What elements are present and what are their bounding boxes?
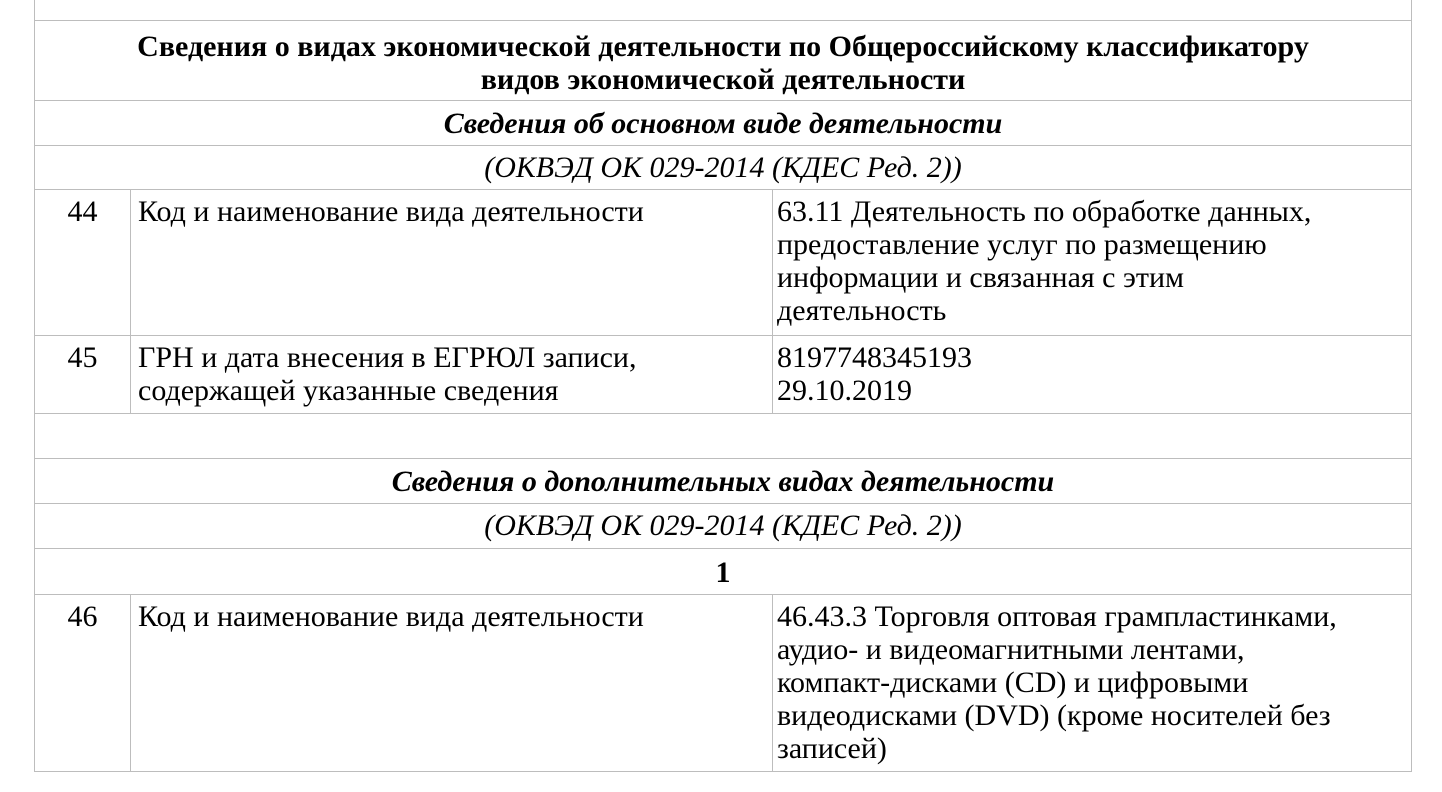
row-number: 45 xyxy=(35,336,131,413)
row-field-value-line: 63.11 Деятельность по обработке данных, xyxy=(777,195,1312,228)
row-field-value xyxy=(773,595,1411,772)
table-row xyxy=(35,336,1411,414)
row-field-value xyxy=(773,336,1411,413)
group-number: 1 xyxy=(715,556,731,589)
row-field-value-line: компакт-дисками (CD) и цифровыми xyxy=(777,666,1249,699)
row-field-value-line: информации и связанная с этим xyxy=(777,261,1185,294)
row-field-name-line: Код и наименование вида деятельности xyxy=(138,195,644,228)
row-field-value-line: аудио- и видеомагнитными лентами, xyxy=(777,633,1245,666)
row-field-value-line: записей) xyxy=(777,732,887,765)
additional-activity-classifier-row xyxy=(35,504,1411,549)
row-field-value-line: 46.43.3 Торговля оптовая грампластинками, xyxy=(777,600,1337,633)
row-number: 44 xyxy=(35,190,131,335)
table-row xyxy=(35,595,1411,772)
row-field-value xyxy=(773,190,1411,335)
main-activity-classifier-row xyxy=(35,146,1411,190)
record-date-value: 29.10.2019 xyxy=(777,374,912,407)
row-field-value-line: деятельность xyxy=(777,294,947,327)
top-empty-row xyxy=(35,0,1411,21)
grn-value: 8197748345193 xyxy=(777,341,972,374)
main-activity-classifier: (ОКВЭД ОК 029-2014 (КДЕС Ред. 2)) xyxy=(484,151,962,184)
section-title-row xyxy=(35,21,1411,101)
spacer-row xyxy=(35,414,1411,459)
egrul-extract-table xyxy=(34,0,1412,772)
row-field-name xyxy=(131,595,773,772)
row-field-name-line: содержащей указанные сведения xyxy=(138,374,559,407)
row-field-name-line: Код и наименование вида деятельности xyxy=(138,600,644,633)
row-field-value-line: предоставление услуг по размещению xyxy=(777,228,1267,261)
main-activity-heading-row xyxy=(35,101,1411,146)
section-title-line-1: Сведения о видах экономической деятельности по Общероссийскому классификатору xyxy=(137,30,1309,63)
row-field-name xyxy=(131,190,773,335)
row-field-name xyxy=(131,336,773,413)
main-activity-heading: Сведения об основном виде деятельности xyxy=(443,107,1003,140)
additional-activity-classifier: (ОКВЭД ОК 029-2014 (КДЕС Ред. 2)) xyxy=(484,509,962,542)
table-row xyxy=(35,190,1411,336)
group-number-row xyxy=(35,549,1411,595)
additional-activity-heading: Сведения о дополнительных видах деятельности xyxy=(391,465,1055,498)
additional-activity-heading-row xyxy=(35,459,1411,504)
section-title-line-2: видов экономической деятельности xyxy=(480,63,966,96)
row-field-name-line: ГРН и дата внесения в ЕГРЮЛ записи, xyxy=(138,341,637,374)
section-title xyxy=(35,21,1411,96)
row-field-value-line: видеодисками (DVD) (кроме носителей без xyxy=(777,699,1331,732)
row-number: 46 xyxy=(35,595,131,772)
